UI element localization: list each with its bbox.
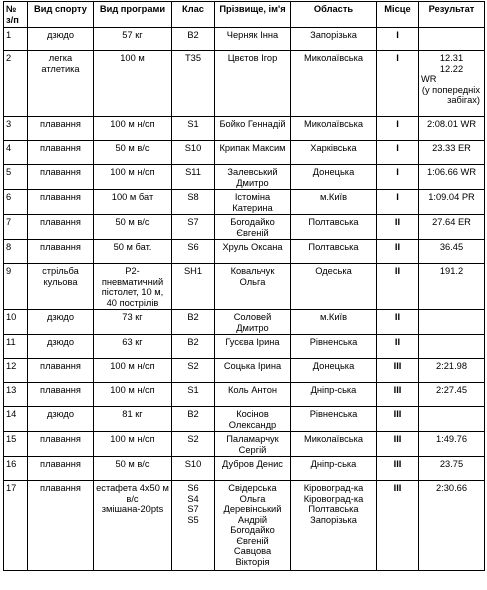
- cell-result: 1:49.76: [419, 432, 485, 457]
- cell-sport: дзюдо: [28, 407, 94, 432]
- cell-class: S2: [172, 359, 215, 383]
- table-row: [4, 481, 485, 571]
- table-row: [4, 457, 485, 481]
- table-row: [4, 28, 485, 51]
- cell-region: Миколаївська: [291, 432, 377, 457]
- cell-result: 23.33 ER: [419, 141, 485, 165]
- cell-region: Полтавська: [291, 240, 377, 264]
- cell-name: Залевський Дмитро: [215, 165, 291, 190]
- cell-place: ІІІ: [377, 359, 419, 383]
- table-row: [4, 240, 485, 264]
- cell-program: 73 кг: [94, 310, 172, 335]
- cell-place: І: [377, 165, 419, 190]
- cell-name: Дубров Денис: [215, 457, 291, 481]
- cell-name: Черняк Інна: [215, 28, 291, 51]
- table-row: [4, 117, 485, 141]
- cell-num: 16: [4, 457, 28, 481]
- cell-region: Запорізька: [291, 28, 377, 51]
- cell-result-note: (у попередніх забігах): [421, 84, 480, 105]
- cell-region: Рівненська: [291, 407, 377, 432]
- cell-place: І: [377, 117, 419, 141]
- header-place: Місце: [377, 2, 419, 28]
- cell-result-line: WR: [421, 74, 437, 84]
- table-row: [4, 383, 485, 407]
- cell-num: 13: [4, 383, 28, 407]
- cell-class: S7: [172, 215, 215, 240]
- cell-region: Полтавська: [291, 215, 377, 240]
- cell-region: Донецька: [291, 165, 377, 190]
- cell-result: 2:27.45: [419, 383, 485, 407]
- header-result: Результат: [419, 2, 485, 28]
- table-row: [4, 215, 485, 240]
- cell-region: Рівненська: [291, 335, 377, 359]
- header-program: Вид програми: [94, 2, 172, 28]
- cell-place: ІІ: [377, 335, 419, 359]
- cell-class: S2: [172, 432, 215, 457]
- cell-class: S8: [172, 190, 215, 215]
- cell-region: м.Київ: [291, 190, 377, 215]
- cell-program: 100 м н/сп: [94, 117, 172, 141]
- cell-sport: плавання: [28, 117, 94, 141]
- header-num: № з/п: [4, 2, 28, 28]
- cell-class: S1: [172, 117, 215, 141]
- table-row: [4, 359, 485, 383]
- cell-program: 100 м н/сп: [94, 383, 172, 407]
- cell-result: 2:21.98: [419, 359, 485, 383]
- cell-num: 1: [4, 28, 28, 51]
- cell-class: В2: [172, 407, 215, 432]
- cell-result: 36.45: [419, 240, 485, 264]
- cell-sport: плавання: [28, 165, 94, 190]
- cell-num: 8: [4, 240, 28, 264]
- cell-program: 57 кг: [94, 28, 172, 51]
- table-row: [4, 141, 485, 165]
- cell-class-line: S6: [187, 483, 199, 493]
- cell-program: 100 м н/сп: [94, 165, 172, 190]
- cell-program: 50 м в/с: [94, 215, 172, 240]
- cell-result-line: 12.22: [439, 63, 464, 74]
- table-row: [4, 165, 485, 190]
- cell-class: S1: [172, 383, 215, 407]
- cell-program: 100 м н/сп: [94, 432, 172, 457]
- table-row: [4, 264, 485, 310]
- table-row: [4, 190, 485, 215]
- cell-program: 100 м: [94, 51, 172, 117]
- cell-name: Бойко Геннадій: [215, 117, 291, 141]
- cell-class: В2: [172, 335, 215, 359]
- header-class: Клас: [172, 2, 215, 28]
- results-table: [3, 1, 485, 571]
- cell-num: 14: [4, 407, 28, 432]
- cell-num: 2: [4, 51, 28, 117]
- table-row: [4, 432, 485, 457]
- cell-place: І: [377, 141, 419, 165]
- cell-program: 50 м бат.: [94, 240, 172, 264]
- cell-num: 11: [4, 335, 28, 359]
- table-body: [4, 28, 485, 571]
- cell-name: Богодайко Євгеній: [215, 215, 291, 240]
- cell-program: 63 кг: [94, 335, 172, 359]
- cell-result: [419, 51, 485, 117]
- cell-sport: плавання: [28, 359, 94, 383]
- cell-num: 6: [4, 190, 28, 215]
- cell-sport: плавання: [28, 432, 94, 457]
- cell-name: Свідерська Ольга Деревінський Андрій Богодайко Євгеній Савцова Вікторія: [215, 481, 291, 571]
- cell-class: S6: [172, 240, 215, 264]
- cell-place: І: [377, 51, 419, 117]
- table-row: [4, 335, 485, 359]
- cell-result: 2:08.01 WR: [419, 117, 485, 141]
- cell-region: Донецька: [291, 359, 377, 383]
- cell-sport: плавання: [28, 240, 94, 264]
- cell-class: [172, 481, 215, 571]
- cell-name: Хруль Оксана: [215, 240, 291, 264]
- cell-place: ІІ: [377, 310, 419, 335]
- cell-place: ІІІ: [377, 457, 419, 481]
- cell-place: ІІІ: [377, 481, 419, 571]
- cell-program: 100 м бат: [94, 190, 172, 215]
- header-name: Прізвище, ім'я: [215, 2, 291, 28]
- cell-place: ІІ: [377, 240, 419, 264]
- cell-sport: плавання: [28, 383, 94, 407]
- cell-result: 27.64 ER: [419, 215, 485, 240]
- cell-class-line: S4: [187, 493, 199, 504]
- header-row: [4, 2, 485, 28]
- cell-region: Одеська: [291, 264, 377, 310]
- cell-result: 23.75: [419, 457, 485, 481]
- cell-sport: дзюдо: [28, 310, 94, 335]
- cell-program: естафета 4х50 м в/с змішана-20pts: [94, 481, 172, 571]
- cell-num: 17: [4, 481, 28, 571]
- cell-name: Цвєтов Ігор: [215, 51, 291, 117]
- header-sport: Вид спорту: [28, 2, 94, 28]
- cell-class: SH1: [172, 264, 215, 310]
- cell-result: 1:06.66 WR: [419, 165, 485, 190]
- cell-num: 7: [4, 215, 28, 240]
- cell-place: І: [377, 190, 419, 215]
- table-row: [4, 51, 485, 117]
- cell-place: І: [377, 28, 419, 51]
- cell-result-line: 12.31: [439, 53, 464, 63]
- cell-class-line: S5: [187, 514, 199, 525]
- cell-region: Харківська: [291, 141, 377, 165]
- cell-result: 2:30.66: [419, 481, 485, 571]
- header-region: Область: [291, 2, 377, 28]
- cell-sport: дзюдо: [28, 335, 94, 359]
- cell-sport: дзюдо: [28, 28, 94, 51]
- cell-num: 15: [4, 432, 28, 457]
- cell-sport: стрільба кульова: [28, 264, 94, 310]
- cell-name: Косінов Олександр: [215, 407, 291, 432]
- cell-place: ІІ: [377, 215, 419, 240]
- cell-num: 12: [4, 359, 28, 383]
- cell-num: 4: [4, 141, 28, 165]
- cell-class-line: S7: [187, 504, 199, 514]
- cell-result: [419, 407, 485, 432]
- cell-class: S10: [172, 457, 215, 481]
- cell-result: 191.2: [419, 264, 485, 310]
- cell-result: [419, 28, 485, 51]
- cell-region: Миколаївська: [291, 51, 377, 117]
- cell-result: [419, 335, 485, 359]
- cell-place: ІІІ: [377, 432, 419, 457]
- cell-sport: плавання: [28, 190, 94, 215]
- table-row: [4, 310, 485, 335]
- cell-program: 100 м н/сп: [94, 359, 172, 383]
- cell-program: 50 м в/с: [94, 141, 172, 165]
- cell-name: Істоміна Катерина: [215, 190, 291, 215]
- cell-place: ІІІ: [377, 383, 419, 407]
- cell-program: Р2- пневматичний пістолет, 10 м, 40 пострілів: [94, 264, 172, 310]
- cell-class: S11: [172, 165, 215, 190]
- cell-class: S10: [172, 141, 215, 165]
- cell-class: В2: [172, 310, 215, 335]
- cell-place: ІІІ: [377, 407, 419, 432]
- cell-region: Дніпр-ська: [291, 383, 377, 407]
- cell-name: Соловей Дмитро: [215, 310, 291, 335]
- cell-region: Кіровоград-ка Кіровоград-ка Полтавська Запорізька: [291, 481, 377, 571]
- table-row: [4, 407, 485, 432]
- cell-class: Т35: [172, 51, 215, 117]
- cell-result: [419, 310, 485, 335]
- cell-region: Дніпр-ська: [291, 457, 377, 481]
- cell-result: 1:09.04 PR: [419, 190, 485, 215]
- cell-name: Коль Антон: [215, 383, 291, 407]
- cell-num: 10: [4, 310, 28, 335]
- cell-num: 3: [4, 117, 28, 141]
- cell-name: Гусєва Ірина: [215, 335, 291, 359]
- cell-place: ІІ: [377, 264, 419, 310]
- cell-name: Ковальчук Ольга: [215, 264, 291, 310]
- cell-region: Миколаївська: [291, 117, 377, 141]
- cell-name: Паламарчук Сергій: [215, 432, 291, 457]
- cell-class: В2: [172, 28, 215, 51]
- cell-name: Соцька Ірина: [215, 359, 291, 383]
- cell-num: 5: [4, 165, 28, 190]
- cell-program: 50 м в/с: [94, 457, 172, 481]
- cell-num: 9: [4, 264, 28, 310]
- cell-sport: плавання: [28, 457, 94, 481]
- cell-program: 81 кг: [94, 407, 172, 432]
- cell-sport: легка атлетика: [28, 51, 94, 117]
- cell-region: м.Київ: [291, 310, 377, 335]
- cell-sport: плавання: [28, 215, 94, 240]
- cell-sport: плавання: [28, 141, 94, 165]
- cell-sport: плавання: [28, 481, 94, 571]
- cell-name: Крипак Максим: [215, 141, 291, 165]
